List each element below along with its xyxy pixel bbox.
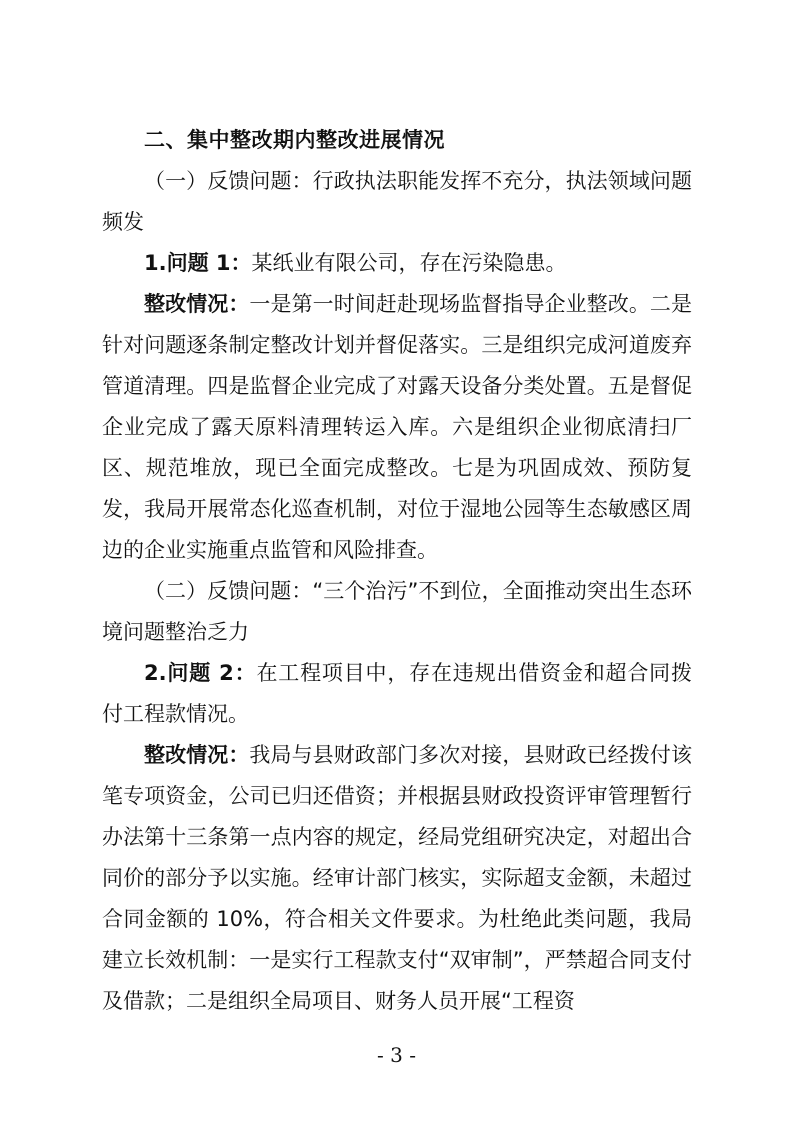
problem-1-paragraph bbox=[102, 243, 692, 284]
page-number: - 3 - bbox=[377, 1043, 416, 1067]
problem-2-text: 在工程项目中，存在违规出借资金和超合同拨付工程款情况。 bbox=[102, 661, 693, 726]
rectification-2-label: 整改情况： bbox=[144, 743, 250, 767]
rectification-2-paragraph bbox=[102, 735, 692, 1022]
problem-1-label: 1.问题 1： bbox=[144, 251, 252, 275]
problem-1-text: 某纸业有限公司，存在污染隐患。 bbox=[251, 251, 567, 275]
problem-2-paragraph bbox=[102, 653, 692, 735]
subsection-heading-2: （二）反馈问题：“三个治污”不到位，全面推动突出生态环境问题整治乏力 bbox=[102, 579, 692, 644]
subsection-heading-1: （一）反馈问题：行政执法职能发挥不充分，执法领域问题频发 bbox=[102, 169, 692, 234]
rectification-1-text: 一是第一时间赶赴现场监督指导企业整改。二是针对问题逐条制定整改计划并督促落实。三是组织完成河道废弃管道清理。四是监督企业完成了对露天设备分类处置。五是督促企业完成了露天原料清理转运入库。六是组织企业彻底清扫厂区、规范堆放，现已全面完成整改。七是为巩固成效、预防复发，我局开展常态化巡查机制，对位于湿地公园等生态敏感区周边的企业实施重点监管和风险排查。 bbox=[102, 292, 693, 562]
rectification-1-paragraph bbox=[102, 284, 692, 571]
rectification-2-text: 我局与县财政部门多次对接，县财政已经拨付该笔专项资金，公司已归还借资；并根据县财政投资评审管理暂行办法第十三条第一点内容的规定，经局党组研究决定，对超出合同价的部分予以实施。经审计部门核实，实际超支金额，未超过合同金额的 10%，符合相关文件要求。为杜绝此类问题，我局建立长效机制：一是实行工程款支付“双审制”，严禁超合同支付及借款；二是组织全局项目、财务人员开展“工程资 bbox=[102, 743, 693, 1013]
problem-2-label: 2.问题 2： bbox=[144, 661, 257, 685]
document-body bbox=[102, 120, 692, 1022]
rectification-1-label: 整改情况： bbox=[144, 292, 250, 316]
section-heading: 二、集中整改期内整改进展情况 bbox=[144, 128, 445, 152]
